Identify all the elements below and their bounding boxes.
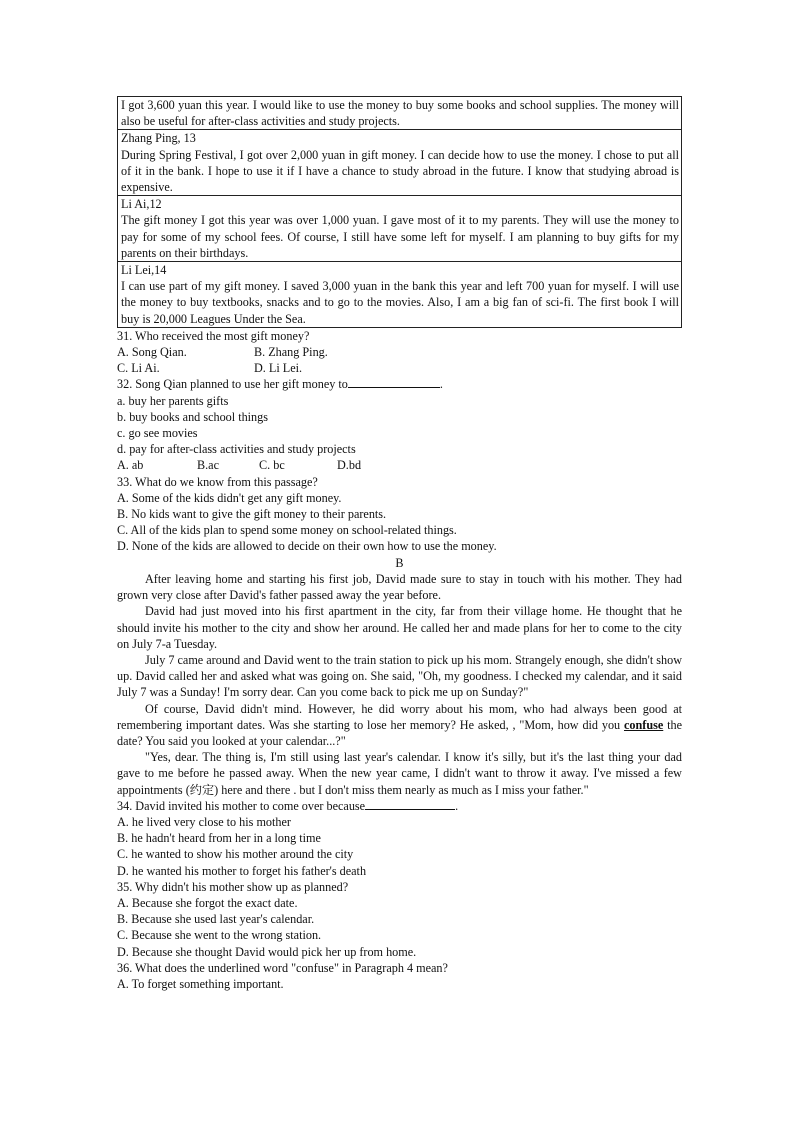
passage-text: I can use part of my gift money. I saved 3,000 yuan in the bank this year and left 700 yuan for myself. I will use the money to buy textbooks, snacks and to go to the movies. Also, I am a big fan of sci-fi. The first book I will buy is 20,000 Leagues Under the Sea. — [121, 279, 679, 326]
section-heading-b: B — [395, 555, 404, 570]
question-stem — [117, 376, 682, 392]
paragraph-2: David had just moved into his first apartment in the city, far from their village home. He thought that he should invite his mother to the city and show her around. He called her and made plans for her to come to the city on July 7-a Tuesday. — [117, 604, 682, 651]
option-d[interactable]: D. None of the kids are allowed to decide on their own how to use the money. — [117, 539, 497, 554]
question-35 — [117, 879, 682, 960]
option-a[interactable]: A. ab — [117, 458, 144, 473]
option-c[interactable]: C. Because she went to the wrong station. — [117, 928, 322, 943]
passage-text: The gift money I got this year was over 1,000 yuan. I gave most of it to my parents. They will use the money to pay for some of my school fees. Of course, I still have some left for myself. I am planning to buy gifts for my parents on their birthdays. — [121, 213, 679, 260]
option-d[interactable]: D. he wanted his mother to forget his father's death — [117, 863, 367, 878]
option-b[interactable]: B. No kids want to give the gift money to their parents. — [117, 507, 387, 522]
option-row — [117, 360, 682, 376]
passage-cell — [118, 130, 682, 196]
option-a[interactable]: A. Song Qian. — [117, 345, 187, 360]
passage-cell — [118, 97, 682, 130]
passage-cell — [118, 262, 682, 328]
option-b[interactable]: B. he hadn't heard from her in a long time — [117, 831, 321, 846]
paragraph-4-part-1: Of course, David didn't mind. However, he did worry about his mom, who had always been good at remembering important dates. Was she starting to lose her memory? He asked, , "Mom, how did you — [117, 701, 682, 732]
option-row — [117, 344, 682, 360]
underlined-word: confuse — [623, 717, 664, 732]
paragraph-4 — [117, 701, 682, 750]
exam-page — [117, 96, 682, 992]
paragraph-1: After leaving home and starting his first job, David made sure to stay in touch with his mother. They had grown very close after David's father passed away the year before. — [117, 571, 682, 603]
question-stem: 33. What do we know from this passage? — [117, 474, 318, 489]
option-a[interactable]: A. Some of the kids didn't get any gift money. — [117, 490, 342, 505]
option-d[interactable]: D. Because she thought David would pick her up from home. — [117, 944, 417, 959]
reading-passage-b — [117, 571, 682, 798]
question-stem-text: 34. David invited his mother to come over because — [117, 798, 366, 813]
paragraph-4-part-2: the date? You said you looked at your calendar...?" — [117, 717, 682, 748]
question-stem-text: 32. Song Qian planned to use her gift money to — [117, 377, 348, 392]
choice-item: c. go see movies — [117, 426, 198, 441]
passage-table — [117, 96, 682, 328]
question-33 — [117, 474, 682, 555]
answer-blank[interactable] — [365, 798, 455, 810]
option-c[interactable]: C. Li Ai. — [117, 361, 160, 376]
option-c[interactable]: C. All of the kids plan to spend some money on school-related things. — [117, 523, 457, 538]
question-stem: 36. What does the underlined word "confuse" in Paragraph 4 mean? — [117, 960, 448, 975]
choice-item: b. buy books and school things — [117, 409, 268, 424]
passage-row — [118, 262, 682, 328]
passage-row — [118, 97, 682, 130]
passage-row — [118, 130, 682, 196]
question-36 — [117, 960, 682, 992]
passage-text: During Spring Festival, I got over 2,000 yuan in gift money. I can decide how to use the money. I chose to put all of it in the bank. I hope to use it if I have a chance to study abroad in the future. I know that studying abroad is expensive. — [121, 147, 679, 195]
option-b[interactable]: B. Because she used last year's calendar. — [117, 912, 315, 927]
question-stem: 31. Who received the most gift money? — [117, 328, 310, 343]
option-d[interactable]: D.bd — [337, 458, 362, 473]
question-stem: 35. Why didn't his mother show up as planned? — [117, 879, 349, 894]
stem-end: . — [439, 377, 443, 392]
passage-author: Li Ai,12 — [121, 197, 162, 212]
question-34 — [117, 798, 682, 879]
stem-end: . — [455, 798, 459, 813]
option-c[interactable]: C. bc — [259, 458, 285, 473]
option-a[interactable]: A. To forget something important. — [117, 976, 284, 991]
answer-blank[interactable] — [348, 376, 440, 388]
question-31 — [117, 328, 682, 377]
passage-text: I got 3,600 yuan this year. I would like to use the money to buy some books and school supplies. The money will also be useful for after-class activities and study projects. — [121, 98, 679, 129]
option-c[interactable]: C. he wanted to show his mother around the city — [117, 847, 354, 862]
paragraph-3: July 7 came around and David went to the train station to pick up his mom. Strangely enough, she didn't show up. David called her and asked what was going on. She said, "Oh, my goodness. I checked my calendar, and it said July 7 was a Sunday! I'm sorry dear. Can you come back to pick me up on Sunday?" — [117, 652, 683, 700]
paragraph-5: "Yes, dear. The thing is, I'm still using last year's calendar. I know it's silly, but it's the last thing your dad gave to me before he passed away. When the new year came, I didn't want to throw it away. I've missed a few appointments (约定) here and there . but I don't miss them nearly as much as I miss your father." — [117, 750, 682, 797]
passage-author: Li Lei,14 — [121, 263, 167, 278]
question-32 — [117, 376, 682, 473]
option-a[interactable]: A. he lived very close to his mother — [117, 814, 291, 829]
choice-item: d. pay for after-class activities and study projects — [117, 442, 356, 457]
option-row — [117, 457, 682, 473]
passage-row — [118, 196, 682, 262]
question-stem — [117, 798, 682, 814]
option-b[interactable]: B. Zhang Ping. — [254, 345, 328, 360]
option-d[interactable]: D. Li Lei. — [254, 361, 303, 376]
passage-author: Zhang Ping, 13 — [121, 131, 196, 146]
option-b[interactable]: B.ac — [197, 458, 219, 473]
choice-item: a. buy her parents gifts — [117, 393, 229, 408]
option-a[interactable]: A. Because she forgot the exact date. — [117, 895, 298, 910]
passage-cell — [118, 196, 682, 262]
